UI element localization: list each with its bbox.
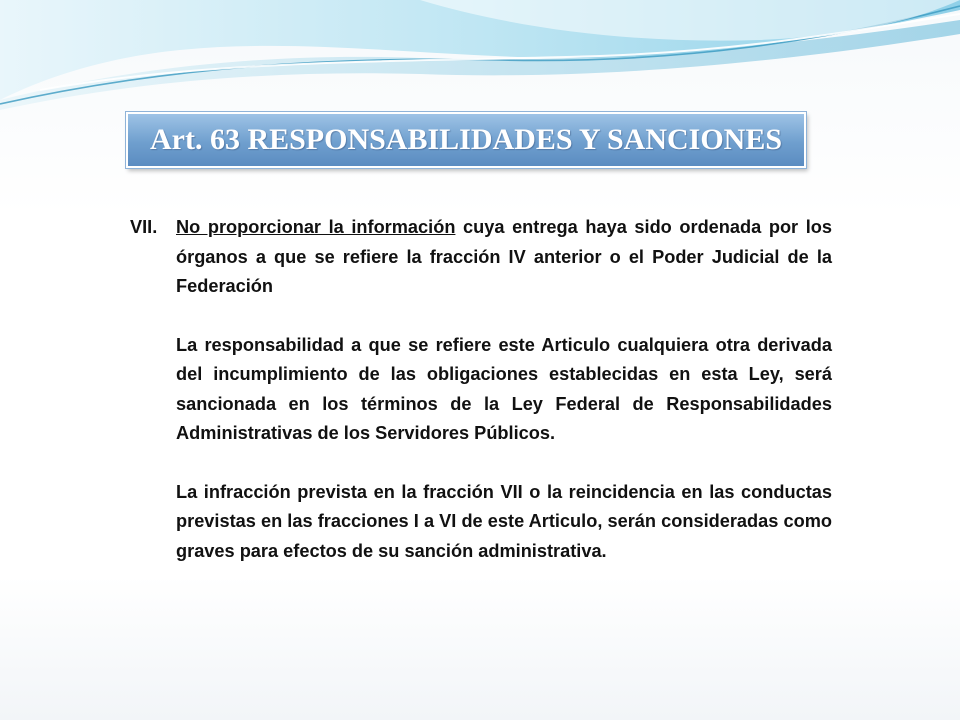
item-marker: VII. <box>130 217 158 237</box>
slide-body <box>130 213 832 566</box>
item-vii-rest: cuya entrega haya sido ordenada por los órganos a que se refiere la fracción IV anterior o el Poder Judicial de la Federación <box>176 217 832 296</box>
header-wave-decoration <box>0 0 960 120</box>
paragraph-responsabilidad: La responsabilidad a que se refiere este Articulo cualquiera otra derivada del incumplimiento de las obligaciones establecidas en esta Ley, será sancionada en los términos de la Ley Federal de Responsabilidades Administrativas de los Servidores Públicos. <box>176 334 832 443</box>
item-vii <box>130 213 832 302</box>
item-vii-text <box>176 213 832 302</box>
slide-title-box <box>126 112 806 168</box>
paragraph-infraccion: La infracción prevista en la fracción VII o la reincidencia en las conductas previstas en las fracciones I a VI de este Articulo, serán consideradas como graves para efectos de su sanción administrativa. <box>176 481 832 561</box>
slide-title: Art. 63 RESPONSABILIDADES Y SANCIONES <box>149 123 783 156</box>
item-vii-underlined: No proporcionar la información <box>176 217 456 237</box>
